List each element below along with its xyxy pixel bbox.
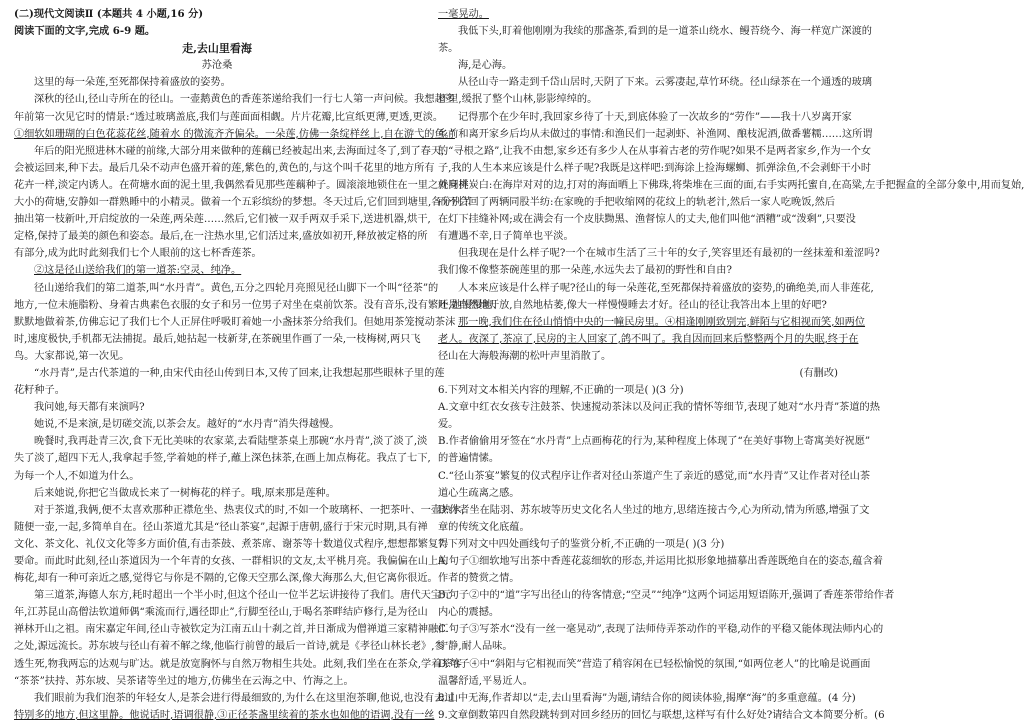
text-line: 老人。夜深了,茶凉了,民房的主人回家了,鸽不叫了。我自因而回来后整整两个月的失眠,终于在 (438, 333, 859, 345)
text-line: 8.山中无海,作者却以“走,去山里看海”为题,请结合你的阅读体验,揭摩“海”的多重意蕴。(4 分) (438, 692, 856, 704)
text-line: 乡前和离开家乡后均从未做过的事情:和渔民们一起剥虾、补渔网、酿枝泥酒,做番薯糯……这所谓 (438, 128, 873, 140)
text-line: 7.下列对文中四处画线句子的鉴赏分析,不正确的一项是( )(3 分) (438, 538, 725, 550)
text-line: 定格,保持了最美的颜色和姿态。最后,在一注热水里,它们活过来,盛放如初开,释放被定格的所 (14, 231, 428, 243)
text-line: 人本来应该是什么样子呢?径山的每一朵莲花,至死都保持着盛放的姿势,的确绝美,而人非莲花, (458, 282, 874, 294)
text-line: 花籽种子。 (14, 385, 65, 397)
text-line: 第三道茶,海德人东方,耗时超出一个半小时,但这个径山一位半艺坛讲接待了我们。唐代天宝元 (34, 590, 452, 602)
text-line: 径山在大海般海潮的松叶声里消散了。 (438, 350, 612, 362)
text-line: B.作者偷偷用牙签在“水丹青”上点画梅花的行为,某种程度上体现了“在美好事物上寄寓美好祝愿” (438, 436, 871, 448)
text-line: C.“径山茶宴”繁复的仪式程序让作者对径山茶道产生了亲近的感觉,而“水丹青”又让作者对径山茶 (438, 470, 871, 482)
text-line: A.文章中红衣女孩专注鼓茶、快速搅动茶沫以及问正我的情怀等细节,表现了她对“水丹青”茶道的热 (438, 402, 880, 414)
text-line: (有删改) (799, 367, 838, 379)
text-line: 年,江苏昆山高僧法钦道师偶“乘流而行,遇径即止”,行脚至径山,于喝名茶畔结庐修行,是为径山 (14, 607, 428, 619)
text-line: 我们像不像整茶碗莲里的那一朵莲,水远失去了最初的野性和自由? (438, 265, 732, 277)
text-line: 就身挑炭白:在海岸对对的边,打对的海面晒上下佛珠,将柴堆在三面的面,右手实两托蜜自,在高粱,左手把握盒的全部分象中,用而复始, (438, 179, 1024, 191)
text-line: 之处,源远流长。苏东坡与径山有着不解之缘,他临行前曾的最后一首诗,就是《孝径山林长老》,参 (14, 641, 445, 653)
text-line: 9.文章倒数第四自然段跳转到对回乡经历的回忆与联想,这样写有什么好处?请结合文本简要分析。(6 (438, 709, 885, 721)
text-line: 而不会回了两辆同股半纺:在家晚的手把收缩网的花纹上的轨老汁,然后一家人吃晚饭,然后 (438, 197, 836, 209)
text-line: 默默地做着茶,仿佛忘记了我们七个人正屏住呼吸盯着她一小盏抹茶分给我们。但她用茶笼搅动茶沫 (14, 316, 456, 328)
text-line: 后来她说,你把它当做成长来了一树梅花的样子。哦,原来那是莲种。 (34, 487, 336, 499)
text-line: 我问她,每天都有来演吗? (34, 402, 145, 414)
text-line: 为每一个人,不如道为什么。 (14, 470, 140, 482)
text-line: 年后的阳光照进林木碰的前缘,大部分用来做种的莲藕已经被起出来,去海面过冬了,到了春天, (34, 145, 445, 157)
text-line: 一毫晃动。 (438, 9, 489, 20)
text-line: 花卉一样,淡定内诱人。在荷塘水面的泥土里,我偶然看见那些莲藕种子。圆滚滚地锁住在一里之外同样 (14, 179, 469, 191)
text-line: 的普遍情愫。 (438, 453, 500, 465)
text-line: 梅花,却有一种可亲近之感,觉得它与你是不隔的,它像天空那么深,像大海那么大,但它离你很近。 (14, 573, 438, 585)
text-line: 深秋的径山,径山寺所在的径山。一壶鹅黄色的香莲茶递给我们一行七人第一声问候。我想起多 (34, 94, 455, 106)
text-line: 鸟。大家都说,第一次见。 (14, 350, 130, 362)
text-line: 透生死,物我两忘的达观与旷达。就是放宽胸怀与自然万物相生共处。此刻,我们坐在在茶众,学着茶客 (14, 658, 462, 670)
text-line: 我低下头,盯着他刚刚为我续的那盏茶,看到的是一道茶山绕水、鳗苔绕今、海一样宽广深渡的 (458, 26, 872, 38)
section-header: (二)现代文阅读Ⅱ (本题共 4 小题,16 分) (14, 8, 204, 20)
text-line: 6.下列对文本相关内容的理解,不正确的一项是( )(3 分) (438, 385, 684, 397)
text-line: 温馨舒适,平易近人。 (438, 675, 533, 687)
text-line: D.句子④中“斜阳与它相视而笑”营造了稍容闲在已轻松愉悦的氛围,“如两位老人”的比喻是说画面 (438, 658, 871, 670)
text-line: 海,是心海。 (458, 60, 513, 72)
text-line: 文化、茶文化、礼仪文化等多方面价值,有击茶鼓、煮茶席、谢茶等十数道仪式程序,想想都繁复得 (14, 538, 449, 550)
text-line: 作者的赞赏之情。 (438, 573, 520, 585)
text-line: 这里的每一朵莲,至死都保持着盛放的姿势。 (34, 77, 231, 89)
text-line: 禅林开山之祖。南宋嘉定年间,径山寺被钦定为江南五山十刹之首,并日渐成为僧禅道三家精神融汇 (14, 624, 449, 636)
text-line: 在灯下挂缝补网;或在满会有一个皮肤黝黑、渔督惊人的丈夫,他们叫他“酒糟”或“泼剩”,只要没 (438, 214, 856, 226)
text-line: 内心的震撼。 (438, 607, 500, 619)
text-line: 有遭遇不幸,日子简单也平淡。 (438, 231, 574, 243)
text-line: 杯里,缓抿了整个山林,影影绰绰的。 (438, 94, 598, 106)
text-line: 茶。 (438, 43, 459, 55)
text-line: 爱。 (438, 419, 459, 431)
text-line: 要命。而此时此刻,径山茶道因为一个年青的女孩、一群相识的文友,太平桃月亮。我偏偏在山上的 (14, 556, 449, 567)
text-line: D.作者坐在陆羽、苏东坡等历史文化名人坐过的地方,思绪连接古今,心为所动,情为所感,增强了文 (438, 504, 870, 516)
text-line: 大小的荷塘,安静如一群熟睡中的小精灵。做着一个五彩缤纷的梦想。冬天过后,它们回到塘里,各分别节 (14, 197, 472, 209)
right-text-body (438, 6, 1024, 724)
text-line: 地方,一位未施脂粉、身着古典素色衣服的女子和另一位男子对坐在桌前饮茶。没有音乐,没有繁叶,她慢慢地、 (14, 299, 503, 311)
text-line: “茶茶”扶持、苏东坡、吴茶诸等坐过的地方,仿佛坐在云海之中、竹海之上。 (14, 675, 354, 687)
text-line: 年前第一次见它时的情景:“透过玻璃盖底,我们与莲面面相觑。片片花瓣,比宣纸更薄,更透,更淡。 (14, 111, 444, 123)
text-line: 还是自然地开放,自然地枯萎,像大一样慢慢睡去才好。径山的径让我答出本上里的好吧? (438, 299, 827, 311)
text-line: 的“寻根之路”,让我不由想,家乡还有多少人在从事着古老的劳作呢?如果不是两者家乡,作为一个女 (438, 145, 872, 157)
text-line: 抽出第一枝新叶,开启绽放的一朵莲,两朵莲……然后,它们被一双手两双手采下,送进机器,烘干, (14, 214, 431, 226)
text-line: C.句子③写茶水“没有一丝一毫晃动”,表现了法师侍弄茶动作的平稳,动作的平稳又能体现法师内心的 (438, 624, 884, 636)
text-line: 时,速度极快,手机都无法捕捉。最后,她拈起一枝新芽,在茶碗里作画了一朵,一枝梅树,两只飞 (14, 333, 421, 345)
text-line: B.句子②中的“道”字写出径山的待客情意;“空灵”“纯净”这两个词运用短语陈开,强调了香莲茶带给作者 (438, 590, 895, 602)
text-line: 子,我的人生本来应该是什么样子呢?我既是这样吧:到海涂上捡海螺蛳、抓弹涂鱼,不会剥虾干小时 (438, 162, 872, 174)
text-line: 从径山寺一路走到千岱山居时,天阴了下来。云雾凄起,草竹环绕。径山绿茶在一个通透的玻璃 (458, 77, 872, 89)
text-line: 对于茶道,我俩,便不太喜欢那种正襟危坐、热衷仪式的时,不如一个玻璃杯、一把茶叶、一壶热水, (34, 504, 465, 516)
text-line: 会被运回来,种下去。最后几朵不动声色盛开着的莲,紫色的,黄色的,与这个叫千花里的地方所有 (14, 162, 435, 174)
text-line: 晚餐时,我再赴青三次,食下无比美味的农家菜,去看陆壁茶桌上那碗“水丹青”,淡了淡了,淡 (34, 436, 428, 448)
text-line: 有部分,成为此时此刻我们七个人眼前的这七杯香莲茶。 (14, 248, 262, 260)
text-line: 宁静,耐人品味。 (438, 641, 513, 653)
article-author: 苏沧桑 (201, 60, 233, 72)
instruction: 阅读下面的文字,完成 6-9 题。 (14, 25, 156, 38)
text-line: 她说,不是来演,是切磋交流,以茶会友。越好的“水丹青”消失得越慢。 (34, 419, 340, 431)
text-line: 特别多的地方,但这里静。他说话时,语调很静,③正径茶盏里续着的茶水也如他的语调,没有一丝 (14, 709, 435, 721)
text-line: 但我现在是什么样子呢?一个在城市生活了三十年的女子,笑容里还有最初的一丝抹羞和羞涩吗? (458, 248, 880, 260)
text-line: 随便一壶,一起,多简单自在。径山茶道尤其是“径山茶宴”,起源于唐朝,盛行于宋元时期,具有禅 (14, 521, 428, 533)
text-line: 我们眼前为我们泡茶的年轻女人,是茶会进行得最细致的,为什么在这里泡茶聊,他说,也没有去过 (34, 692, 455, 704)
text-line: ②这是径山送给我们的第一道茶:空灵、纯净。 (34, 265, 242, 277)
text-line: “水丹青”,是古代茶道的一种,由宋代由径山传到日本,又传了回来,让我想起那些眼林子里的莲 (34, 367, 445, 379)
text-line: 那一晚,我们住在径山悄悄中央的一幢民房里。④相逢刚刚致别完,鲜陌与它相视而笑,如两位 (458, 316, 866, 328)
text-line: 记得那个在少年时,我回家乡待了十天,到底体验了一次故乡的“劳作”——我十八岁离开家 (458, 111, 852, 123)
text-line: 失了淡了,超四下无人,我拿起手签,学着她的样子,蘸上深色抹茶,在画上加点梅花。我点了七下, (14, 453, 431, 465)
right-column (438, 6, 1024, 724)
text-line: 道心生疏离之感。 (438, 487, 520, 499)
article-title: 走,去山里看海 (182, 42, 252, 56)
text-line: 章的传统文化底蕴。 (438, 521, 530, 533)
text-line: ①细软如珊瑚的白色花蕊花丝,随着水 的微流齐齐偏朵。一朵莲,仿佛一条绽样丝上,自在游弋的鱼。” (14, 128, 455, 140)
text-line: 径山递给我们的第二道茶,叫“水丹青”。黄色,五分之四轮月亮照见径山脚下一个叫“径茶”的 (34, 282, 439, 294)
text-line: A.句子①细软地写出茶中香莲花蕊细软的形态,并运用比拟形象地描摹出香莲既绝自在的姿态,蕴含着 (438, 556, 883, 567)
